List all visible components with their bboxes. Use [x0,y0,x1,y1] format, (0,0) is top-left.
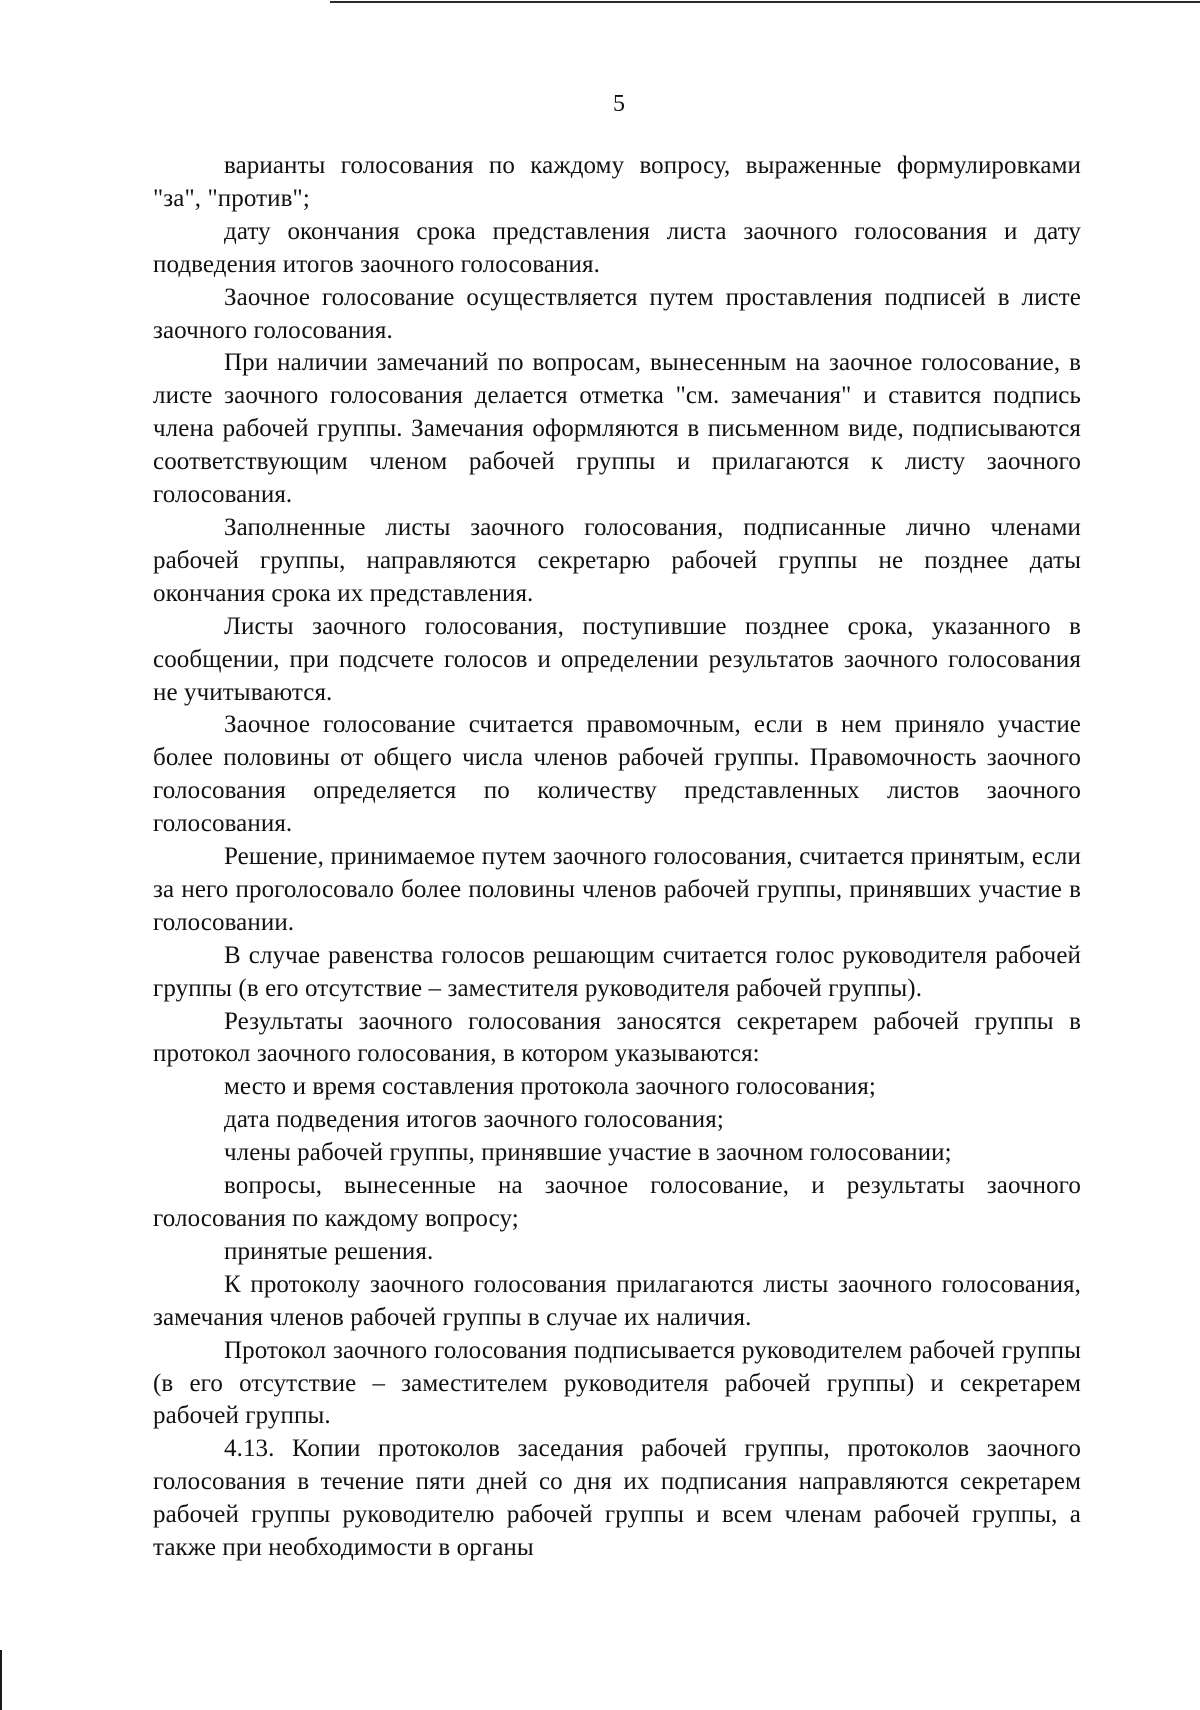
document-body [153,150,1081,1565]
paragraph-late-sheets: Листы заочного голосования, поступившие позднее срока, указанного в сообщении, при подсчете голосов и определении результатов заочного голосования не учитываются. [153,612,1081,706]
paragraph-results-protocol: Результаты заочного голосования заносятся секретарем рабочей группы в протокол заочного голосования, в котором указываются: [153,1007,1081,1068]
paragraph-tie-vote: В случае равенства голосов решающим считается голос руководителя рабочей группы (в его отсутствие – заместителя руководителя рабочей группы). [153,941,1081,1002]
list-item-questions-results: вопросы, вынесенные на заочное голосование, и результаты заочного голосования по каждому вопросу; [153,1172,1081,1232]
page-number: 5 [613,91,625,117]
paragraph-decision: Решение, принимаемое путем заочного голосования, считается принятым, если за него проголосовало более половины членов рабочей группы, принявших участие в голосовании. [153,843,1081,936]
paragraph-signatures: Заочное голосование осуществляется путем проставления подписей в листе заочного голосования. [153,283,1081,344]
paragraph-completed-sheets: Заполненные листы заочного голосования, подписанные лично членами рабочей группы, направляются секретарю рабочей группы не позднее даты окончания срока их представления. [153,513,1081,607]
list-item-decisions: принятые решения. [224,1237,434,1265]
list-item-participants: члены рабочей группы, принявшие участие в заочном голосовании; [224,1139,952,1167]
paragraph-attachments: К протоколу заочного голосования прилагаются листы заочного голосования, замечания членов рабочей группы в случае их наличия. [153,1270,1081,1331]
list-item-place-time: место и время составления протокола заочного голосования; [224,1073,876,1101]
paragraph-quorum: Заочное голосование считается правомочным, если в нем приняло участие более половины от общего числа членов рабочей группы. Правомочность заочного голосования определяется по количеству представленных листов заочного голосования. [153,711,1081,838]
paragraph-deadline: дату окончания срока представления листа заочного голосования и дату подведения итогов заочного голосования. [153,217,1081,278]
paragraph-protocol-signing: Протокол заочного голосования подписывается руководителем рабочей группы (в его отсутствие – заместителем руководителя рабочей группы) и секретарем рабочей группы. [153,1336,1081,1430]
paragraph-remarks: При наличии замечаний по вопросам, вынесенным на заочное голосование, в листе заочного голосования делается отметка "см. замечания" и ставится подпись члена рабочей группы. Замечания оформляются в письменном виде, подписываются соответствующим членом рабочей группы и прилагаются к листу заочного голосования. [153,349,1081,509]
paragraph-voting-options: варианты голосования по каждому вопросу, выраженные формулировками "за", "против"; [153,152,1081,212]
top-border-line [330,1,1200,3]
left-margin-mark [0,1650,2,1710]
paragraph-section-4-13: 4.13. Копии протоколов заседания рабочей группы, протоколов заочного голосования в течение пяти дней со дня их подписания направляются секретарем рабочей группы руководителю рабочей группы и всем членам рабочей группы, а также при необходимости в органы [153,1435,1081,1562]
list-item-summary-date: дата подведения итогов заочного голосования; [224,1106,724,1134]
